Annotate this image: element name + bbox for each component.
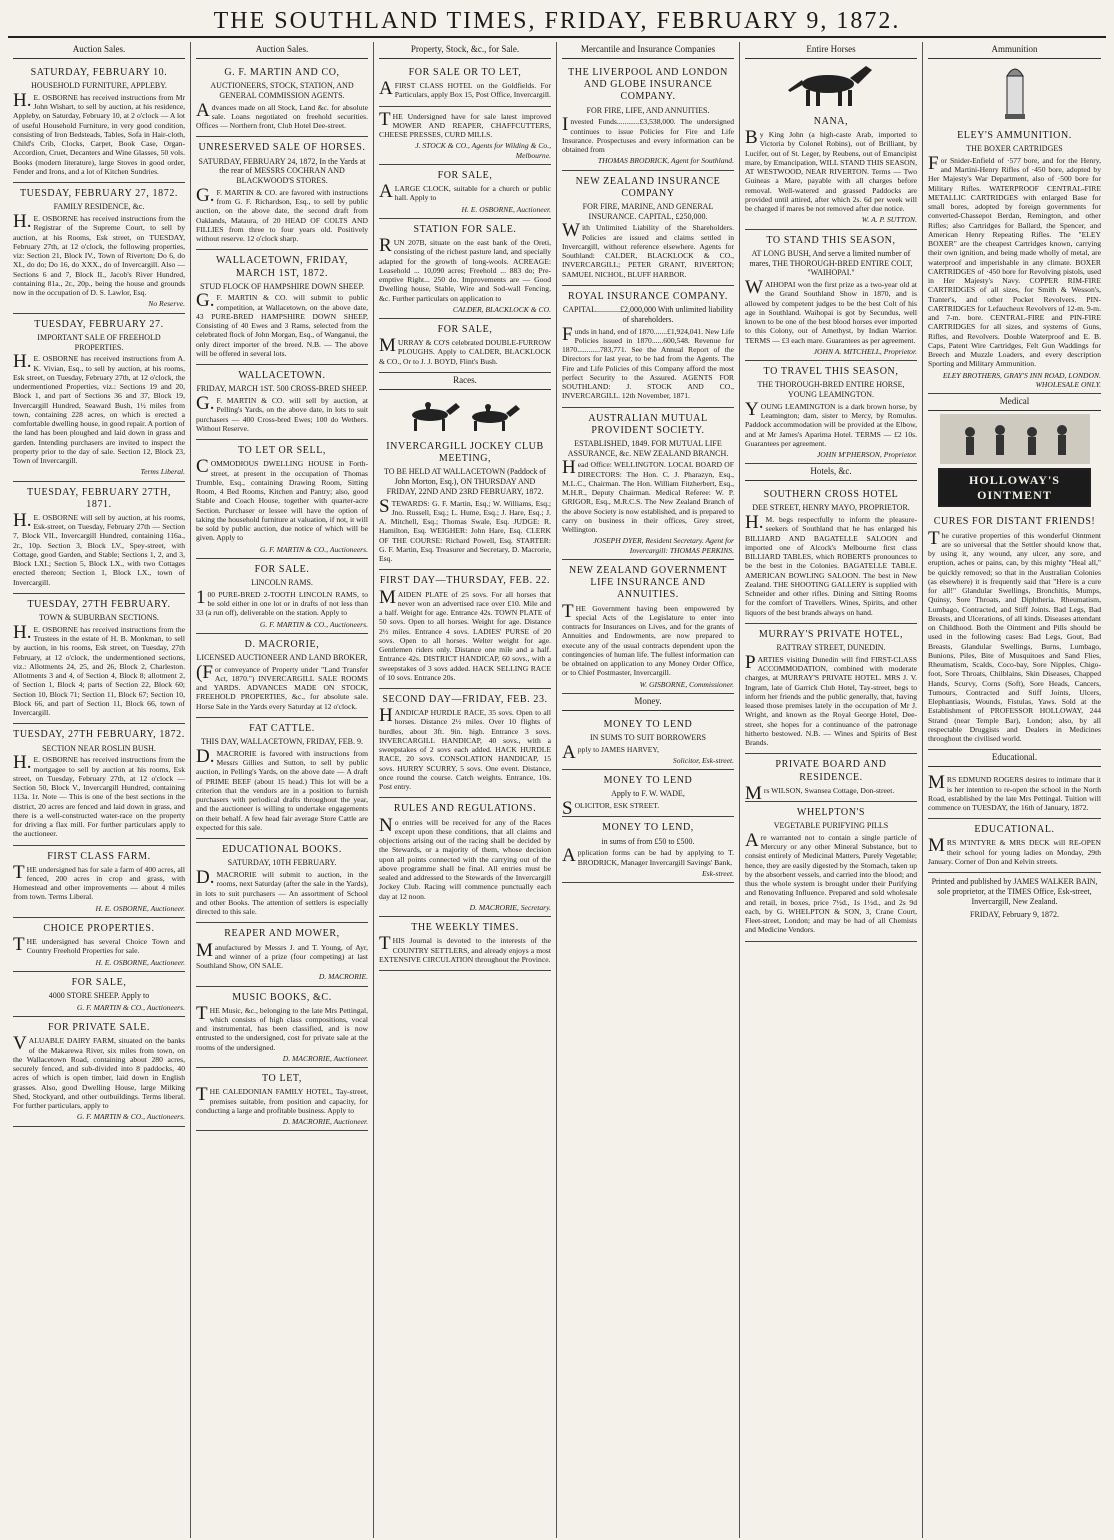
advertisement: [379, 165, 551, 219]
ad-subtitle: VEGETABLE PURIFYING PILLS: [773, 821, 889, 831]
advertisement: [196, 718, 368, 839]
ad-body: Advances made on all Stock, Land &c. for absolute sale. Loans negotiated on freehold securities. Offices — Northern front, Club Hotel Dee-street.: [196, 99, 368, 131]
ad-body: SOLICITOR, ESK STREET.: [562, 798, 660, 820]
ad-title: TO LET,: [262, 1073, 302, 1085]
ad-body: VALUABLE DAIRY FARM, situated on the banks of the Makarewa River, six miles from town, on the Wallacetown Road, containing about 280 acres, securely fenced, and sub-divided into 8 paddocks, 40 acres of which is open timber, laid down in English grasses. Also, good Dwelling House, large Milking Shed, Stockyard, and other outbuildings. Terms liberal. For further particulars, apply to: [13, 1033, 185, 1111]
advertisement: [928, 770, 1101, 819]
advertisement: [196, 250, 368, 365]
ad-body: H.M. begs respectfully to inform the pleasure-seekers of Southland that he has enlarged his BILLIARD AND BAGATELLE SALOON and imported one of Alcock's Melbourne first class BILLIARD TABLES, which ROBERTS pronounces to be the best in the Colonies. BAGATELLE TABLE. AMERICAN BOWLING SALOON. The best in New Zealand. THE SHOOTING GALLERY is supplied with Schneider and other rifles. Dining and Sitting Rooms for the comfort of Travellers. Wines, Spirits, and other liquors of the best brands always on hand.: [745, 512, 917, 617]
ad-body: H.E. OSBORNE has received instructions from the Trustees in the estate of H. B. Monkman, to sell by auction, in his rooms, Esk street, on Tuesday, 27th February, at 12 o'clock, the undermentioned sections, viz.: Allotments 24, 25, and 26, Block 2, Charleston. Allotments 3 and 4, of Section 4, Block 8; allotment 2, of Section 1, Block 4; parts of Section 22, Block 60; Section 10, Block 71; Section 11, Block 67; Section 10, Block 66, and part of Section 11, Block 66, town of Invercargill.: [13, 621, 185, 718]
ad-signature: H. E. OSBORNE, Auctioneer.: [95, 957, 185, 967]
advertisement: [196, 440, 368, 559]
ad-title: NEW ZEALAND INSURANCE COMPANY: [575, 175, 721, 199]
advertisement: [379, 62, 551, 107]
ad-title: CURES FOR DISTANT FRIENDS!: [933, 516, 1096, 528]
ad-subtitle: STUD FLOCK OF HAMPSHIRE DOWN SHEEP.: [199, 281, 365, 291]
ad-subtitle: DEE STREET, HENRY MAYO, PROPRIETOR.: [752, 503, 910, 513]
section-heading-medical: Medical: [928, 394, 1101, 411]
ad-title: MUSIC BOOKS, &C.: [232, 991, 332, 1003]
section-heading-hotels: Hotels, &c.: [745, 464, 917, 481]
advertisement: [196, 365, 368, 440]
ad-signature: CALDER, BLACKLOCK & CO.: [452, 304, 551, 314]
advertisement: [196, 137, 368, 250]
advertisement: [745, 111, 917, 230]
advertisement: [745, 624, 917, 754]
column-heading: Auction Sales.: [196, 42, 368, 59]
ad-body: THIS Journal is devoted to the interests of the COUNTRY SETTLERS, and already enjoys a most EXTENSIVE CIRCULATION throughout the Province.: [379, 933, 551, 964]
ad-title: SOUTHERN CROSS HOTEL: [763, 489, 899, 501]
ad-body: Head Office: WELLINGTON. LOCAL BOARD OF DIRECTORS: The Hon. C. J. Pharazyn, Esq., M.L.C., Chairman. The Hon. William Fitzherbert, Esq., M.H.R., Deputy Chairman. Medical Referee: W. P. GRIGOR, Esq., M.R.C.S. The New Zealand Branch of the above Society is now established, and is prepared to carry on business in their offices, Grey street, Wellington.: [562, 457, 734, 535]
ad-title: AUSTRALIAN MUTUAL PROVIDENT SOCIETY.: [588, 412, 708, 436]
ad-body: For Snider-Enfield of ·577 bore, and for the Henry, and Martini-Henry Rifles of ·450 bore, adopted by Her Majesty's War Department, also of ·500 bore for Military Rifles. WATERPROOF CENTRAL-FIRE METALLIC CARTRIDGES with enlarged Base for small bores, adopted by foreign governments for converted-Chassepot Berdan, Remington, and other Rifles; also Cartridges for Ballard, the Spencer, and American Henry Repeating Rifles. The "ELEY BOXER" are the cheapest Cartridges known, carrying their own ignition, and being made wholly of metal, are waterproof and imperishable in any climate. BOXER CARTRIDGES of ·450 bore for Revolving pistols, used in Her Majesty's Navy. COPPER RIM-FIRE CARTRIDGES of all sizes, for Smith & Wesson's, Tranter's, and other Pocket Revolvers. PIN-CARTRIDGES for Lefaucheux Revolvers of 12-m. 9-m. and 7-m. bore. CENTRAL-FIRE and PIN-FIRE CARTRIDGES for all sizes, and systems of Guns, Rifles, and Revolvers. Double Waterproof and E. B. Caps, Patent Wire Cartridges, Felt Gun Waddings for Breech and Muzzle Loaders, and every description Sporting and Military Ammunition.: [928, 152, 1101, 369]
advertisement: [196, 559, 368, 634]
ad-signature: H. E. OSBORNE, Auctioneer.: [461, 204, 551, 214]
holloway-illustration: [940, 414, 1090, 464]
column-heading: Auction Sales.: [13, 42, 185, 59]
ad-title: SATURDAY, FEBRUARY 10.: [30, 66, 168, 78]
ad-title: MONEY TO LEND: [603, 775, 693, 787]
ad-subtitle: HOUSEHOLD FURNITURE, APPLEBY.: [31, 81, 167, 91]
ad-list: [745, 111, 917, 464]
advertisement: [562, 560, 734, 694]
ad-signature: G. F. MARTIN & CO., Auctioneers.: [259, 619, 368, 629]
ad-body: Mrs WILSON, Swansea Cottage, Don-street.: [745, 782, 895, 804]
ad-subtitle: THE BOXER CARTRIDGES: [966, 144, 1063, 154]
ad-body: COMMODIOUS DWELLING HOUSE in Forth-street, at present in the occupation of Thomas Trumble, Esq., containing Drawing Room, Sitting Room, 4 Bed Rooms, Kitchen and Pantry; also, good Stable and Coach House, together with quarter-acre Section. Purchaser or lessee will have the option of taking the household furniture at valuation, if not, it will be sold by public auction, due notice of which will be given. Apply to: [196, 456, 368, 543]
ad-body: THE undersigned has for sale a farm of 400 acres, all fenced, 200 acres in crop and grass, with Homestead and other improvements — about 4 miles from town. Terms Liberal.: [13, 861, 185, 902]
ad-title: TUESDAY, FEBRUARY 27.: [34, 318, 164, 330]
advertisement: [13, 62, 185, 183]
horse-illustration: [776, 62, 886, 108]
ad-title: FOR SALE.: [254, 563, 310, 575]
ad-body: G.F. MARTIN & CO. will sell by auction, at Pelling's Yards, on the above date, in lots to suit purchasers — 400 Cross-bred Ewes; 100 do Wethers. Without Reserve.: [196, 393, 368, 433]
ad-subtitle: FRIDAY, MARCH 1ST. 500 CROSS-BRED SHEEP.: [196, 384, 368, 394]
medical-list: [928, 511, 1101, 750]
ad-body: THE CALEDONIAN FAMILY HOTEL, Tay-street, premises suitable, from position and capacity, for conducting a large and profitable business. Apply to: [196, 1084, 368, 1115]
cartridge-illustration: [995, 62, 1035, 122]
column-heading: Property, Stock, &c., for Sale.: [379, 42, 551, 59]
columns: [8, 42, 1106, 1538]
ad-body: D.MACRORIE will submit to auction, in the rooms, next Saturday (after the sale in the Yards), in lots to suit purchasers — An assortment of School and other Books. The attention of settlers is especially directed to this sale.: [196, 867, 368, 917]
advertisement: [196, 987, 368, 1069]
masthead: THE SOUTHLAND TIMES, FRIDAY, FEBRUARY 9, 1872.: [8, 6, 1106, 38]
ad-title: TUESDAY, FEBRUARY 27TH, 1871.: [26, 486, 171, 510]
ad-body: Invested Funds............£3,538,000. The undersigned continues to issue Policies for Fire and Life Insurance. Prospectuses and every information can be obtained from: [562, 114, 734, 155]
imprint: Printed and published by JAMES WALKER BAIN, sole proprietor, at the TIMES Office, Esk-street, Invercargill, New Zealand.: [931, 877, 1098, 906]
column-heading: Mercantile and Insurance Companies: [562, 42, 734, 59]
ad-signature: D. MACRORIE.: [318, 972, 368, 982]
ad-title: FIRST CLASS FARM.: [47, 850, 151, 862]
ad-body: MRS M'INTYRE & MRS DECK will RE-OPEN their school for young ladies on Monday, 29th January. Corner of Don and Kelvin streets.: [928, 835, 1101, 866]
ad-signature: D. MACRORIE, Secretary.: [469, 902, 551, 912]
ad-signature: ELEY BROTHERS, GRAY'S INN ROAD, LONDON. WHOLESALE ONLY.: [942, 370, 1101, 389]
advertisement: [379, 689, 551, 798]
advertisement: [379, 107, 551, 165]
ad-body: G.F. MARTIN & CO. will submit to public competition, at Wallacetown, on the above date, 43 PURE-BRED HAMPSHIRE DOWN SHEEP, Consisting of 40 Ewes and 3 Rams, selected from the celebrated flock of John Morgan, Esq., of Wanganui, the only direct importer of the breed. N.B. — The above will be offered in several lots.: [196, 290, 368, 358]
ad-title: FOR SALE,: [437, 324, 493, 336]
ad-list: [928, 125, 1101, 394]
ad-body: Funds in hand, end of 1870.......£1,924,041. New Life Policies issued in 1870......600,548. Revenue for 1870............783,771. See the Annual Report of the Directors for last year, to be had from the Agents. The Fire and Life Policies of this Company afford the most perfect Security to the Assured. AGENTS FOR SOUTHLAND: J. STOCK AND CO., INVERCARGILL. 12th November, 1871.: [562, 323, 734, 401]
advertisement: [379, 917, 551, 971]
ad-body: HANDICAP HURDLE RACE, 35 sovs. Open to all horses. Distance 2½ miles. Over 10 flights of hurdles, about 3ft. 9in. high. Entrance 3 sovs. INVERCARGILL HANDICAP, 40 sovs., with a sweepstakes of 2 sovs each added. HACK HURDLE RACE, 20 sovs. CONSOLATION HANDICAP, 15 sovs. HURRY SCURRY, 5 sovs. One event. Distance, once round the course. Catch weights. Entrance, 10s. Post entry.: [379, 705, 551, 792]
ad-body: By King John (a high-caste Arab, imported to Victoria by Colonel Robins), out of Brilliant, by Lucifer, out of St. Leger, by Reubens, out of Emancipist mare, by Emancipation, WILL STAND THIS SEASON, AT WESTWOOD, NEAR RIVERTON. Terms — Two Guineas a Mare, payable with all charges before removal. Well-watered and grassed Paddocks are provided until attired, after which 2s. 6d per week will be charged if mares be not removed after due notice.: [745, 127, 917, 214]
ad-body: Are warranted not to contain a single particle of Mercury or any other Mineral Substance, but to consist entirely of Medicinal Matters, Purely Vegetable; hence, they are easily digested by the Stomach, taken up by the absorbent vessels, and carried into the blood; and thus the whole system is brought under their Purifying and Renovating Influence. Prepared and sold wholesale and retail, in boxes, price 7½d., 1s 1½d., and 2s 9d each, by G. WHELPTON & SON, 3, Crane Court, Fleet-street, London; and may be had of all Chemists and Medicine Vendors.: [745, 829, 917, 935]
advertisement: [745, 802, 917, 942]
column-5: [740, 42, 923, 1538]
ad-body: (For conveyance of Property under "Land Transfer Act, 1870.") INVERCARGILL SALE ROOMS and YARDS. ADVANCES MADE ON STOCK, FREEHOLD PROPERTIES, &c., for absolute sale. Horse Sale in the Yards every Saturday at 12 o'clock.: [196, 661, 368, 711]
advertisement: [196, 1068, 368, 1131]
ad-title: NANA,: [813, 115, 849, 127]
ad-body: H.E. OSBORNE has received instructions from Mr John Wishart, to sell by auction, at his residence, Appleby, on Saturday, February 10, at 2 o'clock — A lot of useful Household Furniture, in very good condition, consisting of Iron Bedsteads, Tables, Sofa in Hair-cloth, Child's Crib, Clocks, Carpet, Book Case, Organ-Accordion, Cruet, Decanters and Wine Glasses, 50 vols. Books (modern literature), large Stoves in good order, Fender and Irons, and a lot of Kitchen Sundries.: [13, 89, 185, 176]
ad-body: H.E. OSBORNE has received instructions from A. K. Vivian, Esq., to sell by auction, at his rooms, Esk street, on Tuesday, February 27th, at 12 o'clock, the undermentioned Properties, viz.: Sections 19 and 20, Block 1, and part of Sections 36 and 37, Block 19, Invercargill Hundred, Seaward Bush, 1½ miles from town, containing 228 acres, on which is erected a comfortable dwelling house, in good repair. A portion of the land has been ploughed and laid down in grass and garden. Intending purchasers are invited to inspect the property prior to the day of sale. Section 12, Block 23, Town of Invercargill.: [13, 351, 185, 466]
advertisement: [13, 724, 185, 845]
ad-body: ALARGE CLOCK, suitable for a church or public hall. Apply to: [379, 181, 551, 203]
ad-subtitle: ESTABLISHED, 1849. FOR MUTUAL LIFE ASSURANCE, &c. NEW ZEALAND BRANCH.: [567, 438, 729, 458]
ad-title: FOR SALE OR TO LET,: [408, 66, 522, 78]
ad-title: MONEY TO LEND,: [602, 822, 694, 834]
ad-title: STATION FOR SALE.: [413, 223, 517, 235]
ad-title: SECOND DAY—FRIDAY, FEB. 23.: [382, 694, 548, 705]
advertisement: [379, 436, 551, 570]
advertisement: [745, 754, 917, 802]
holloway-logo: HOLLOWAY'S OINTMENT: [938, 468, 1091, 507]
ad-subtitle: THIS DAY, WALLACETOWN, FRIDAY, FEB. 9.: [201, 737, 363, 747]
ad-title: EDUCATIONAL.: [974, 824, 1055, 836]
advertisement: [13, 918, 185, 972]
advertisement: [13, 594, 185, 724]
section-heading-educational: Educational.: [928, 750, 1101, 767]
advertisement: [13, 183, 185, 313]
advertisement: [745, 484, 917, 624]
ad-title: UNRESERVED SALE OF HORSES.: [198, 142, 366, 154]
advertisement: [379, 319, 551, 373]
ad-title: WALLACETOWN, FRIDAY, MARCH 1ST, 1872.: [215, 255, 349, 279]
ad-subtitle: LINCOLN RAMS.: [251, 578, 313, 588]
ad-signature: J. STOCK & CO., Agents for Wilding & Co., Melbourne.: [415, 141, 551, 160]
race-list: [379, 436, 551, 971]
advertisement: [379, 570, 551, 689]
ad-title: FOR PRIVATE SALE.: [48, 1022, 150, 1034]
ad-title: FOR SALE,: [71, 976, 127, 988]
advertisement: [562, 817, 734, 883]
ad-subtitle: CAPITAL............£2,000,000 With unlimited liability of shareholders.: [562, 305, 734, 324]
ad-title: TUESDAY, 27TH FEBRUARY, 1872.: [13, 729, 185, 741]
imprint-date: FRIDAY, February 9, 1872.: [970, 910, 1059, 920]
column-4: [557, 42, 740, 1538]
ad-subtitle: SATURDAY, FEBRUARY 24, 1872, In the Yards at the rear of MESSRS COCHRAN AND BLACKWOOD'S STORES.: [198, 156, 366, 186]
advertisement: [13, 314, 185, 482]
ad-body: Apply to JAMES HARVEY,: [562, 741, 659, 763]
ad-body: No entries will be received for any of the Races except upon these conditions, that all claims and objections arising out of the racing shall be decided by the Stewards, or a majority of them, whose decision upon all points connected with the carrying out of the above programme shall be final. All entries must be sealed and addressed to the Stewards of the Invercargill Jockey Club. Racing will commence punctually each day at 12 noon.: [379, 814, 551, 901]
ad-signature: Terms Liberal.: [140, 467, 185, 477]
ad-body: RUN 207B, situate on the east bank of the Oreti, consisting of the richest pasture land, and specially adapted for the growth of long-wools. ACREAGE: Leasehold ... 10,090 acres; Freehold ... 883 do; Pre-emptive Right... 250 do. Improvements are — Good Dwelling house, Stable, Wire and Sod-wall Fencing, &c. Further particulars on application to: [379, 235, 551, 303]
ad-title: TO LET OR SELL,: [237, 445, 327, 457]
ad-body: THE Music, &c., belonging to the late Mrs Pettingal, which consists of high class compositions, vocal and instrumental, has been classified, and is now entrusted to the undersigned, cost for private sale at the rooms of the undersigned.: [196, 1002, 368, 1052]
ad-title: INVERCARGILL JOCKEY CLUB MEETING,: [386, 440, 544, 465]
ad-body: H.E. OSBORNE will sell by auction, at his rooms, Esk-street, on Tuesday, February 27th — Section 7, Block VII., Invercargill Hundred, containing 116a., 2r., 10p. Section 3, Block LV., Spey-street, with Cottage, good Garden, and Stable; Sections 1, 2, and 3, Block LXI.; Section 5, Block LX., with two Cottages erected thereon; Section 1, Block LX., town of Invercargill.: [13, 509, 185, 587]
advertisement: [13, 972, 185, 1017]
edu-list: [928, 770, 1101, 873]
column-heading: Entire Horses: [745, 42, 917, 59]
ad-subtitle: IN SUMS TO SUIT BORROWERS: [589, 732, 707, 742]
ad-body: MRS EDMUND ROGERS desires to intimate that it is her intention to re-open the school in the North Road, established by the late Mrs Pettingal. Tuition will commence on TUESDAY, the 16th of January, 1872.: [928, 772, 1101, 813]
ad-subtitle: FAMILY RESIDENCE, &c.: [53, 202, 145, 212]
ad-body: Application forms can be had by applying to T. BRODRICK, Manager Invercargill Savings' Bank,: [562, 845, 734, 867]
advertisement: [562, 62, 734, 171]
ad-body: THE Undersigned have for sale latest improved MOWER AND REAPER, CHAFFCUTTERS, CHEESE PRESSES, CURD MILLS.: [379, 108, 551, 140]
ad-subtitle: LICENSED AUCTIONEER AND LAND BROKER,: [196, 652, 368, 662]
ad-signature: W. A. P. SUTTON.: [861, 215, 917, 225]
ad-signature: Esk-street.: [702, 868, 734, 878]
advertisement: [379, 798, 551, 917]
ad-signature: W. GISBORNE, Commissioner.: [639, 679, 734, 689]
advertisement: [562, 714, 734, 770]
ad-title: ELEY'S AMMUNITION.: [957, 129, 1072, 141]
ad-body: G.F. MARTIN & CO. are favored with instructions from G. F. Richardson, Esq., to sell by public auction, on the above date, the second draft from Oaklands, Mataura, of 20 HEAD OF COLTS AND FILLIES from three to four years old. Positively without reserve. 12 o'clock sharp.: [196, 184, 368, 244]
advertisement: [196, 62, 368, 137]
ad-subtitle: RATTRAY STREET, DUNEDIN.: [776, 643, 886, 653]
ad-title: THE WEEKLY TIMES.: [411, 922, 519, 934]
advertisement: [928, 511, 1101, 750]
ad-subtitle: FOR FIRE, MARINE, AND GENERAL INSURANCE. CAPITAL, £250,000.: [582, 201, 714, 221]
ad-body: H.E. OSBORNE has received instructions from the Registrar of the Supreme Court, to sell by auction, at his Rooms, Esk street, on TUESDAY, February 27th, at 12 o'clock, the following properties, viz: Section 21, Block IV., Town of Riverton; Do 6, do XI., do do; Do 16, do XXX., do of Invercargill. Also — Sections 6 and 7, Block II., Jacob's River Hundred, containing 81a., 2r., 20p., being the house and grounds now in the occupation of D. S. Lawlor, Esq.: [13, 211, 185, 298]
advertisement: [196, 923, 368, 986]
ad-title: ROYAL INSURANCE COMPANY.: [568, 290, 728, 302]
ad-title: REAPER AND MOWER,: [224, 928, 340, 940]
ad-signature: THOMAS BRODRICK, Agent for Southland.: [597, 156, 734, 166]
ad-subtitle: THE THOROUGH-BRED ENTIRE HORSE, YOUNG LEAMINGTON.: [757, 380, 905, 400]
ad-subtitle: TO BE HELD AT WALLACETOWN (Paddock of John Morton, Esq.), ON THURSDAY AND FRIDAY, 22ND AND 23RD FEBRUARY, 1872.: [383, 467, 547, 496]
hotel-list: [745, 484, 917, 941]
ad-title: PRIVATE BOARD AND RESIDENCE.: [775, 759, 887, 783]
ad-signature: H. E. OSBORNE, Auctioneer.: [95, 903, 185, 913]
ad-title: TO STAND THIS SEASON,: [766, 234, 896, 246]
ad-body: YOUNG LEAMINGTON is a dark brown horse, by Leamington; dam, sister to Mercy, by Romulus. Paddock accommodation will be provided at the Elbow, and at Mr James's Aparima Hotel. TERMS — £2 10s. Guarantees per agreement.: [745, 398, 917, 448]
ad-subtitle: AUCTIONEERS, STOCK, STATION, AND GENERAL COMMISSION AGENTS.: [210, 81, 354, 100]
advertisement: [562, 770, 734, 820]
column-2: [191, 42, 374, 1538]
ad-subtitle: Apply to F. W. WADE,: [611, 789, 685, 799]
ad-signature: G. F. MARTIN & CO., Auctioneers.: [259, 544, 368, 554]
ad-title: MONEY TO LEND: [603, 718, 693, 730]
ad-signature: No Reserve.: [148, 299, 185, 309]
ad-list: [379, 62, 551, 373]
column-6: [923, 42, 1106, 1538]
ad-body: H.E. OSBORNE has received instructions from the mortgagee to sell by auction at his rooms, Esk street, on Tuesday, February 27th, at 12 o'clock — Section 50, Block V., Invercargill Hundred, containing 113a. 1r. Note — This is one of the best sections in the district, 20 acres are fenced and laid down in grass, and there is a well-constructed water-race on the property for driving a flax mill. For further particulars apply to the auctioneer.: [13, 752, 185, 839]
ad-list: [196, 62, 368, 1131]
ad-body: PARTIES visiting Dunedin will find FIRST-CLASS ACCOMMODATION, combined with moderate charges, at MURRAY'S PRIVATE HOTEL. MRS J. V. Ingram, late of Garrick Club Hotel, Tay-street, begs to inform her friends and the public generally, that, having leased those premises lately in the occupation of Mr J. Wright, and known as the Royal George Hotel, Dee-street, she hopes for a continuance of the patronage hitherto bestowed. N.B. — Wines and Spirits of Best Brands.: [745, 651, 917, 748]
advertisement: [745, 230, 917, 361]
ad-body: MAIDEN PLATE of 25 sovs. For all horses that never won an advertised race over £10. Mile and a half. Weight for age. Entrance 42s. TOWN PLATE of 50 sovs. Open to all horses. Weight for age. Distance 2½ miles. Entrance 4 sovs. LADIES' PURSE of 20 sovs. Open to all horses. Welter weight for age. Gentlemen riders only. Distance one mile and a half. Entrance 42s. DISTRICT HANDICAP, 60 sovs., with a sweepstakes of 3 sovs added. HACK SELLING RACE of 10 sovs. Entrance 20s.: [379, 586, 551, 682]
ad-title: FIRST DAY—THURSDAY, FEB. 22.: [379, 575, 551, 587]
ad-body: The curative properties of this wonderful Ointment are so universal that the Settler should know that, by using it, any wound, any ulcer, any sore, and eruption, aches or pains, can, by this mighty "Heal all," be quickly removed; so that in the Australian Colonies (as elsewhere) it is frequently said that "Here is a cure for all!" Glandular Swellings, Bronchitis, Mumps, Quinsy, Sore Throats, and Diphtheria. Rheumatism, Lumbago, Contracted, and Stiff Joints. Bad Legs, Bad Breasts, and Ulcerations, of all kinds. Diseases attendant on Childhood. Both the Ointment and Pills should be used in the following cases: Bad Legs, Gout, Bad Breasts, Glandular Swellings, Burns, Lumbago, Bunions, Piles, Bite of Musquitoes and Sand Flies, Rheumatism, Scalds, Coco-bay, Sore Nipples, Chigo-foot, Sore Throats, Chilblains, Skin Diseases, Chapped Hands, Scurvy, Corns (Soft), Sore Heads, Cancers, Tumours, Contracted and Stiff Joints, Ulcers, Elephantiasis, Wounds, Fistulas, Yaws. Sold at the Establishment of PROFESSOR HOLLOWAY, 244 Strand (near Temple Bar), London; also, by all respectable Druggists and Dealers in Medicines throughout the civilised world.: [928, 527, 1101, 744]
ad-subtitle: 4000 STORE SHEEP. Apply to: [48, 991, 150, 1001]
ad-signature: JOHN A. MITCHELL, Proprietor.: [813, 346, 917, 356]
advertisement: [562, 408, 734, 560]
advertisement: [928, 819, 1101, 873]
ad-title: THE LIVERPOOL AND LONDON AND GLOBE INSURANCE COMPANY.: [568, 66, 728, 103]
ad-body: AFIRST CLASS HOTEL on the Goldfields. For Particulars, apply Box 15, Post Office, Invercargill.: [379, 78, 551, 100]
ad-title: MURRAY'S PRIVATE HOTEL,: [758, 628, 904, 640]
advertisement: [196, 634, 368, 718]
ad-signature: G. F. MARTIN & CO., Auctioneers.: [76, 1002, 185, 1012]
ad-subtitle: FOR FIRE, LIFE, AND ANNUITIES.: [586, 105, 710, 115]
ad-signature: JOHN M'PHERSON, Proprietor.: [816, 450, 917, 460]
advertisement: [13, 482, 185, 594]
advertisement: [562, 286, 734, 408]
advertisement: [196, 839, 368, 923]
ad-signature: JOSEPH DYER, Resident Secretary. Agent for Invercargill: THOMAS PERKINS.: [593, 536, 734, 555]
ad-body: 100 PURE-BRED 2-TOOTH LINCOLN RAMS, to be sold either in one lot or in drafts of not less than 33 (a run off), deliverable on the station. Apply to: [196, 586, 368, 618]
advertisement: [13, 846, 185, 918]
ad-title: FOR SALE,: [437, 169, 493, 181]
ad-body: WAIHOPAI won the first prize as a two-year old at the Grand Southland Show in 1870, and is allowed by competent judges to be the best Colt of his age in Southland. Waihopai is got by Secundus, well known to be one of the best blood horses ever imported to this Colony, out of Amethyst, by Indian Warrior. TERMS — £3 each mare. Guarantees as per agreement.: [745, 277, 917, 345]
ad-subtitle: SATURDAY, 10TH FEBRUARY.: [227, 858, 337, 868]
ad-signature: D. MACRORIE, Auctioneer.: [282, 1053, 368, 1063]
ad-title: TUESDAY, 27TH FEBRUARY.: [27, 598, 171, 610]
ad-body: D.MACRORIE is favored with instructions from Messrs Gillies and Sutton, to sell by public auction, in Pelling's Yards, on the above date — A draft of PRIME BEEF (about 15 head.) This lot will be a criterion that the vendors are in a position to furnish purchasers with periodical drafts throughout the year, and the auctioneer is willing to undertake engagements on their behalf. A few head fair average Store Cattle are expected for this sale.: [196, 745, 368, 832]
ad-title: TO TRAVEL THIS SEASON,: [763, 366, 899, 378]
ad-title: TUESDAY, FEBRUARY 27, 1872.: [19, 188, 179, 200]
ad-title: EDUCATIONAL BOOKS.: [222, 844, 342, 856]
advertisement: [745, 361, 917, 464]
ad-body: With Unlimited Liability of the Shareholders. Policies are issued and claims settled in Invercargill, without reference elsewhere. Agents for Southland: CALDER, BLACKLOCK & CO., INVERCARGILL; PETER GRANT, RIVERTON; SAMUEL NICHOL, BLUFF HARBOR.: [562, 220, 734, 279]
ad-signature: D. MACRORIE, Auctioneer.: [282, 1117, 368, 1127]
ad-signature: Solicitor, Esk-street.: [672, 755, 734, 765]
ad-body: MURRAY & CO'S celebrated DOUBLE-FURROW PLOUGHS. Apply to CALDER, BLACKLOCK & CO., Or to J. J. BOYD, Flint's Bush.: [379, 335, 551, 366]
ad-subtitle: SECTION NEAR ROSLIN BUSH.: [42, 743, 156, 753]
ad-subtitle: TOWN & SUBURBAN SECTIONS.: [39, 613, 159, 623]
column-heading: Ammunition: [928, 42, 1101, 59]
advertisement: [379, 219, 551, 319]
ad-subtitle: in sums of from £50 to £500.: [601, 836, 695, 846]
section-heading-races: Races.: [379, 373, 551, 390]
ad-title: G. F. MARTIN AND CO,: [224, 66, 340, 78]
ad-title: WHELPTON'S: [796, 807, 866, 818]
ad-title: D. MACRORIE,: [244, 638, 320, 650]
column-3: [374, 42, 557, 1538]
column-1: [8, 42, 191, 1538]
ad-title: NEW ZEALAND GOVERNMENT LIFE INSURANCE AND ANNUITIES.: [569, 564, 727, 601]
advertisement: [928, 125, 1101, 394]
ad-list: [13, 62, 185, 1127]
ad-title: RULES AND REGULATIONS.: [393, 803, 537, 815]
ad-body: THE undersigned has several Choice Town and Country Freehold Properties for sale.: [13, 934, 185, 956]
advertisement: [13, 1017, 185, 1126]
ad-list: [562, 62, 734, 694]
money-list: [562, 714, 734, 883]
ad-body: STEWARDS: G. F. Martin, Esq.; W. Williams, Esq.; Jno. Russell, Esq.; L. Hume, Esq.; J. Hare, Esq.; J. A. Mitchell, Esq.; Thomas Swale, Esq. JUDGE: R. Hamilton, Esq. WEIGHER: John Hare, Esq. CLERK OF THE COURSE: Richard Powell, Esq. STARTER: G. F. Martin, Esq. Treasurer and Secretary, D. Macrorie, Esq.: [379, 495, 551, 564]
ad-subtitle: AT LONG BUSH, And serve a limited number of mares, THE THOROUGH-BRED ENTIRE COLT, "WAIHOPAI.": [749, 248, 913, 278]
ad-title: CHOICE PROPERTIES.: [43, 922, 155, 934]
ad-subtitle: IMPORTANT SALE OF FREEHOLD PROPERTIES.: [37, 332, 161, 352]
race-horses-illustration: [390, 393, 540, 433]
ad-body: THE Government having been empowered by special Acts of the Legislature to enter into contracts for Insurances on Lives, and for the grants of Annuities and Endowments, are now prepared to execute any of the usual contracts dependent upon the contingencies of human life. The fullest information can be obtained on application to any Money Order Office, or to Chief Postmaster, Invercargill.: [562, 600, 734, 678]
ad-title: WALLACETOWN.: [238, 370, 326, 382]
ad-title: FAT CATTLE.: [249, 722, 315, 734]
ad-signature: G. F. MARTIN & CO., Auctioneers.: [76, 1112, 185, 1122]
section-heading-money: Money.: [562, 694, 734, 711]
ad-body: Manufactured by Messrs J. and T. Young, of Ayr, and winner of a prize (four competing) at last Southland Show, ON SALE.: [196, 939, 368, 971]
advertisement: [562, 171, 734, 286]
